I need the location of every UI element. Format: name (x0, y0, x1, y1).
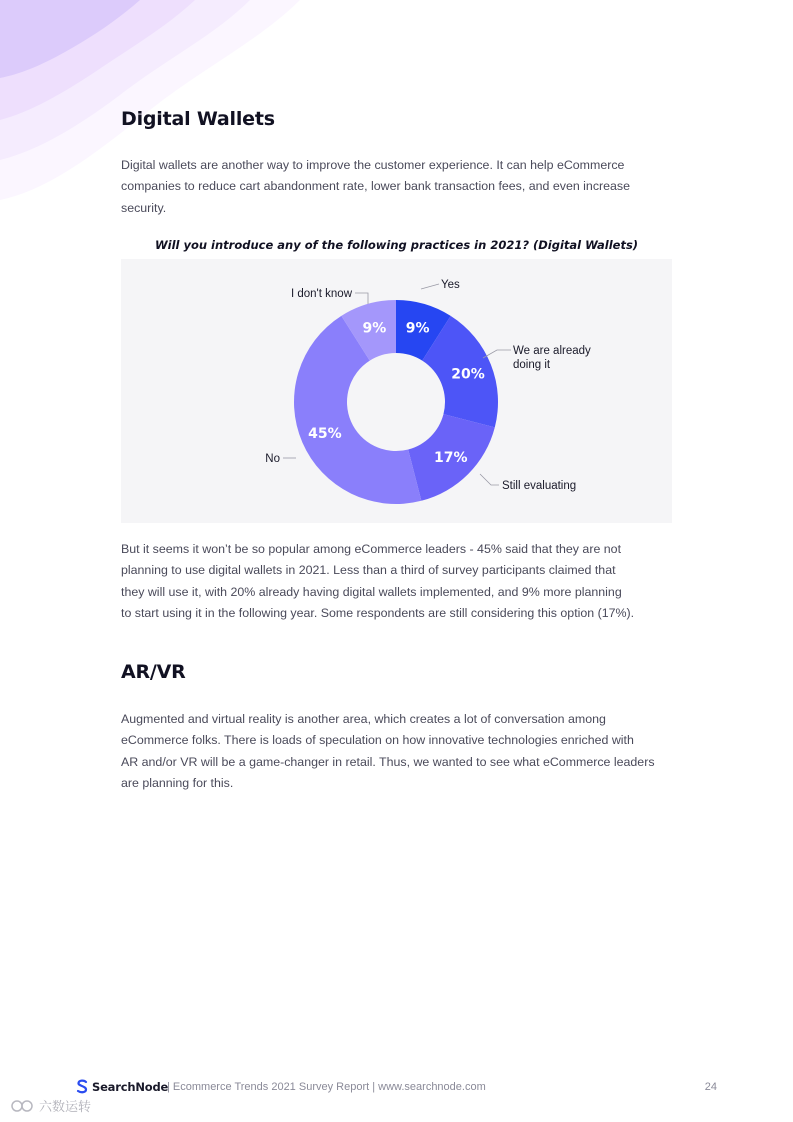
digital-wallets-intro: Digital wallets are another way to improve the customer experience. It can help eCommerce companies to reduce cart abandonment rate, lower bank transaction fees, and even increase security. (121, 158, 631, 215)
watermark (10, 1096, 91, 1115)
digital-wallets-analysis: But it seems it won’t be so popular among eCommerce leaders - 45% said that they are not planning to use digital wallets in 2021. Less than a third of survey participants claimed that they will use it, with 20% already having digital wallets implemented, and 9% more planning to start using it in the following year. Some respondents are still considering this option (17%). (121, 542, 635, 621)
page-number: 24 (704, 1081, 717, 1093)
category-label-2: Still evaluating (502, 480, 577, 492)
category-label-4: I don't know (290, 288, 352, 300)
donut-chart-svg (121, 259, 672, 523)
category-label-0: Yes (441, 279, 460, 291)
value-label-1: 20% (451, 366, 485, 383)
value-label-2: 17% (434, 449, 468, 466)
value-label-0: 9% (405, 320, 430, 337)
watermark-logo-icon (10, 1099, 36, 1113)
page-footer (0, 1079, 793, 1099)
leader-line-2 (480, 474, 499, 485)
section-title-digital-wallets: Digital Wallets (121, 108, 275, 130)
leader-line-0 (421, 284, 439, 289)
chart-title: Will you introduce any of the following practices in 2021? (Digital Wallets) (154, 238, 639, 252)
donut-chart (121, 259, 672, 523)
ar-vr-intro: Augmented and virtual reality is another area, which creates a lot of conversation among eCommerce folks. There is loads of speculation on how innovative technologies enriched with AR and/or VR will be a game-changer in retail. Thus, we wanted to see what eCommerce leaders are planning for this. (121, 712, 655, 791)
value-label-3: 45% (308, 425, 342, 442)
searchnode-logo-icon (76, 1079, 89, 1094)
value-label-4: 9% (362, 320, 387, 337)
brand-name: SearchNode (92, 1079, 169, 1094)
category-label-1: We are already doing it (513, 345, 591, 371)
footer-meta: | Ecommerce Trends 2021 Survey Report | www.searchnode.com (167, 1081, 486, 1093)
section-title-ar-vr: AR/VR (121, 661, 186, 683)
category-label-3: No (265, 453, 280, 465)
leader-line-4 (355, 293, 368, 304)
searchnode-logo (76, 1079, 168, 1094)
watermark-text: 六数运转 (39, 1099, 92, 1114)
